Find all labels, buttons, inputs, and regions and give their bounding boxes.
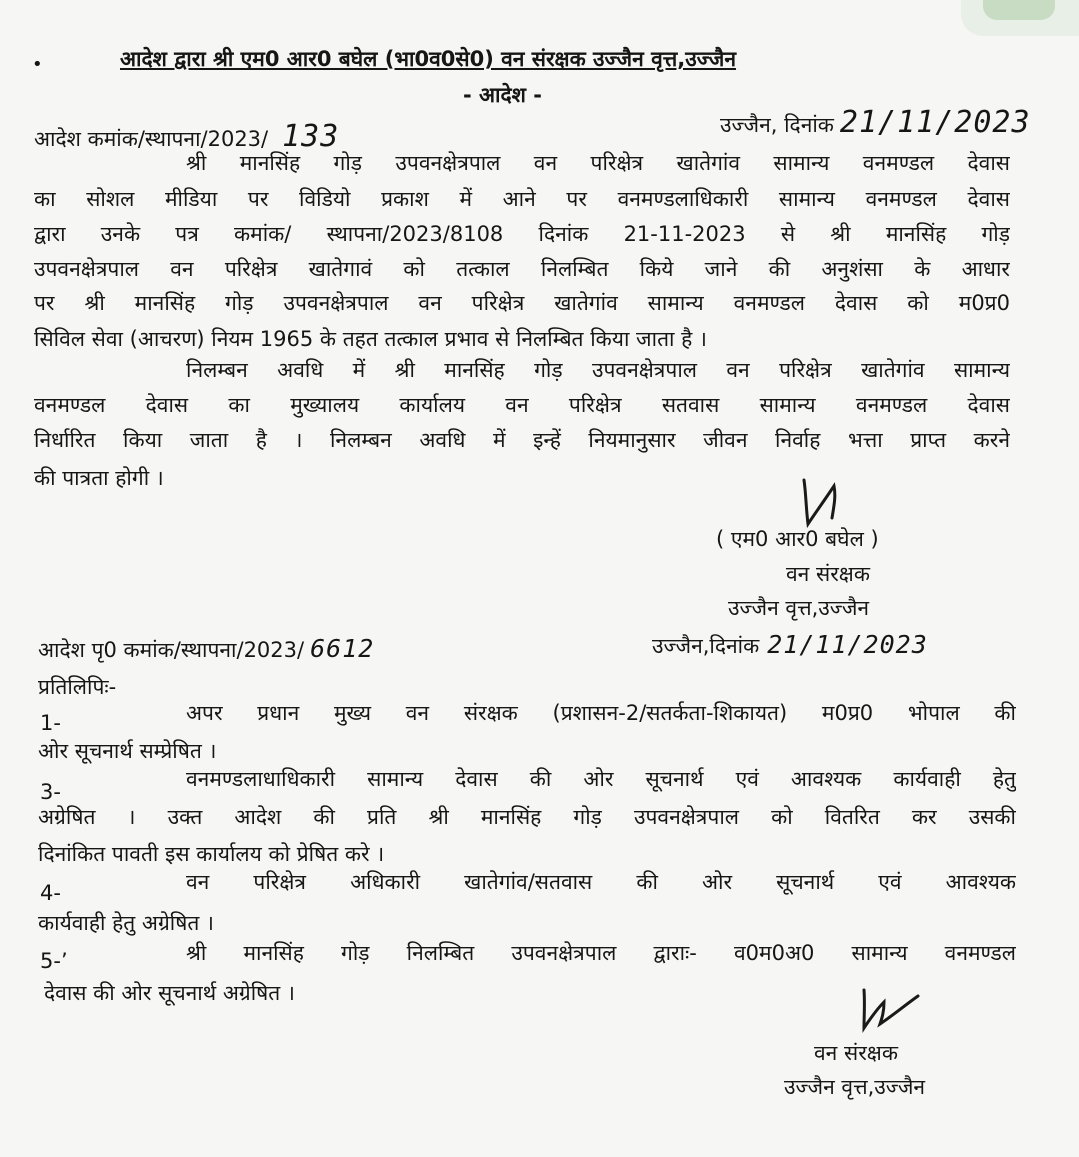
endorsement-date: 21/11/2023 [767, 630, 928, 659]
para2-line-1: निलम्बन अवधि में श्री मानसिंह गोड़ उपवनक्षेत्रपाल वन परिक्षेत्र खातेगांव सामान्य [186, 358, 1010, 382]
copy-item-line: कार्यवाही हेतु अग्रेषित । [38, 911, 214, 935]
para1-line-2: का सोशल मीडिया पर विडियो प्रकाश में आने पर वनमण्डलाधिकारी सामान्य वनमण्डल देवास [34, 187, 1010, 211]
order-ref-label [34, 119, 340, 154]
para1-line-5: पर श्री मानसिंह गोड़ उपवनक्षेत्रपाल वन परिक्षेत्र खातेगांव सामान्य वनमण्डल देवास को म0प्र0 [34, 291, 1010, 315]
copy-item-first-line: अपर प्रधान मुख्य वन संरक्षक (प्रशासन-2/सतर्कता-शिकायत) म0प्र0 भोपाल की [186, 701, 1016, 725]
endorsement-ref-label: आदेश पृ0 कमांक/स्थापना/2023/ [38, 638, 305, 662]
order-ref-label-text: आदेश कमांक/स्थापना/2023/ [34, 127, 269, 151]
copy-item-first-line: श्री मानसिंह गोड़ निलम्बित उपवनक्षेत्रपाल द्वाराः- व0म0अ0 सामान्य वनमण्डल [186, 941, 1016, 965]
corner-overlay [961, 0, 1079, 36]
order-ref-number: 133 [282, 119, 340, 154]
para2-line-2: वनमण्डल देवास का मुख्यालय कार्यालय वन परिक्षेत्र सतवास सामान्य वनमण्डल देवास [34, 393, 1010, 417]
order-place-date-label: उज्जैन, दिनांक [720, 113, 834, 137]
copy-item-first-line: वन परिक्षेत्र अधिकारी खातेगांव/सतवास की ओर सूचनार्थ एवं आवश्यक [186, 870, 1016, 894]
signatory-designation: वन संरक्षक [786, 562, 870, 586]
copy-label: प्रतिलिपिः- [38, 675, 117, 699]
signature-2 [850, 986, 930, 1036]
endorsement-ref-number: 6612 [310, 634, 375, 663]
para2-line-4: की पात्रता होगी । [34, 466, 164, 490]
signatory-2-office: उज्जैन वृत्त,उज्जैन [784, 1075, 926, 1099]
copy-item-line: देवास की ओर सूचनार्थ अग्रेषित । [44, 981, 295, 1005]
document-title: आदेश द्वारा श्री एम0 आर0 बघेल (भा0व0से0) वन संरक्षक उज्जैन वृत्त,उज्जैन [120, 47, 737, 71]
para1-line-1: श्री मानसिंह गोड़ उपवनक्षेत्रपाल वन परिक्षेत्र खातेगांव सामान्य वनमण्डल देवास [186, 151, 1010, 175]
copy-item-number: 4- [40, 881, 61, 905]
signatory-office: उज्जैन वृत्त,उज्जैन [728, 596, 870, 620]
signature-1 [790, 472, 870, 532]
para2-line-3: निर्धारित किया जाता है । निलम्बन अवधि में इन्हें नियमानुसार जीवन निर्वाह भत्ता प्राप्त करने [34, 428, 1010, 452]
order-date-line [720, 105, 1031, 140]
copy-item-line: ओर सूचनार्थ सम्प्रेषित । [38, 739, 217, 763]
signatory-2-designation: वन संरक्षक [814, 1041, 898, 1065]
document-subtitle: - आदेश - [463, 83, 542, 107]
para1-line-4: उपवनक्षेत्रपाल वन परिक्षेत्र खातेगावं को तत्काल निलम्बित किये जाने की अनुशंसा के आधार [34, 257, 1010, 281]
signatory-name: ( एम0 आर0 बघेल ) [716, 527, 879, 551]
copy-item-number: 1- [40, 711, 61, 735]
margin-mark: • [32, 54, 43, 75]
para1-line-6: सिविल सेवा (आचरण) नियम 1965 के तहत तत्काल प्रभाव से निलम्बित किया जाता है । [34, 327, 707, 351]
copy-item-line: दिनांकित पावती इस कार्यालय को प्रेषित करे । [38, 842, 385, 866]
endorsement-ref [38, 636, 374, 663]
para1-line-3: द्वारा उनके पत्र कमांक/ स्थापना/2023/8108 दिनांक 21-11-2023 से श्री मानसिंह गोड़ [34, 222, 1010, 246]
copy-item-line: अग्रेषित । उक्त आदेश की प्रति श्री मानसिंह गोड़ उपवनक्षेत्रपाल को वितरित कर उसकी [38, 805, 1016, 829]
copy-item-first-line: वनमण्डलाधाधिकारी सामान्य देवास की ओर सूचनार्थ एवं आवश्यक कार्यवाही हेतु [186, 767, 1016, 791]
endorsement-date-line [652, 632, 928, 659]
copy-item-number: 3- [40, 780, 61, 804]
order-date: 21/11/2023 [839, 105, 1031, 140]
copy-item-number: 5-’ [40, 949, 68, 973]
endorsement-place-date-label: उज्जैन,दिनांक [652, 634, 760, 658]
